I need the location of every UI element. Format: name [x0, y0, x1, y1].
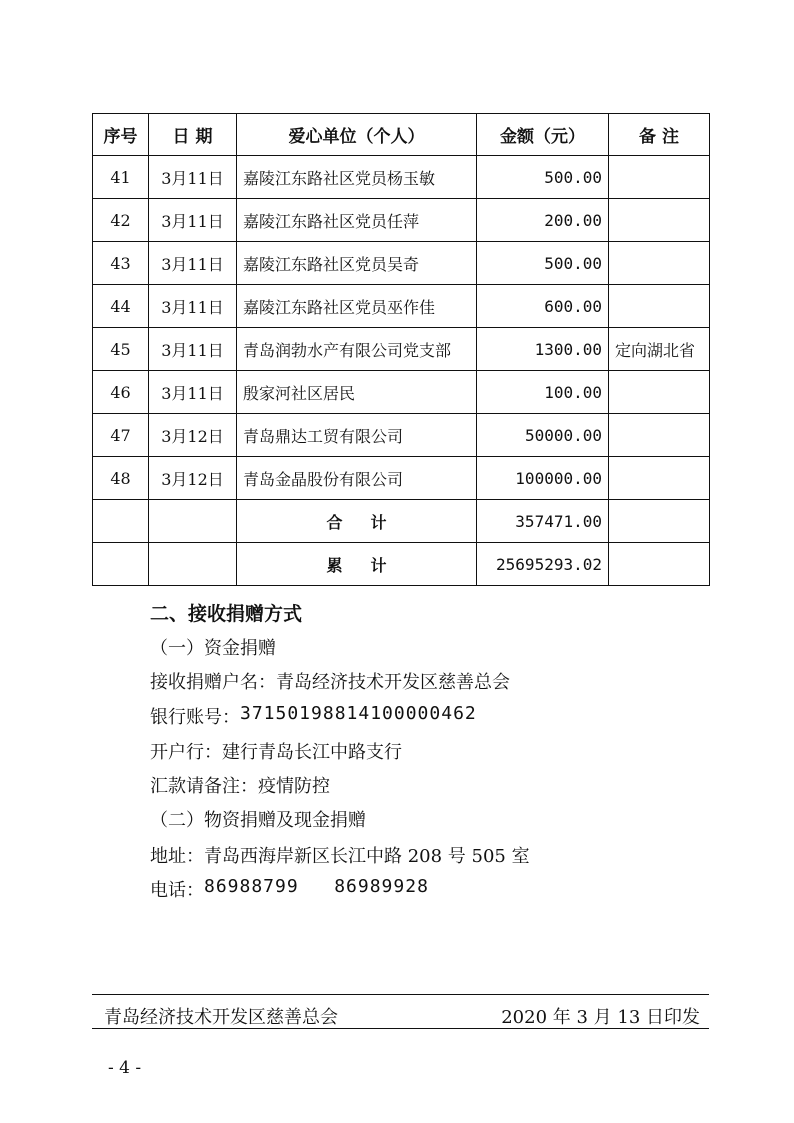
subtotal-label: 合计 — [237, 500, 477, 543]
header-no: 序号 — [93, 114, 149, 156]
row-donor: 殷家河社区居民 — [237, 371, 477, 414]
row-no: 43 — [93, 242, 149, 285]
cumulative-amount: 25695293.02 — [477, 543, 609, 586]
row-no: 47 — [93, 414, 149, 457]
row-no: 45 — [93, 328, 149, 371]
row-donor: 嘉陵江东路社区党员杨玉敏 — [237, 156, 477, 199]
subsection-goods: （二）物资捐赠及现金捐赠 — [150, 810, 366, 831]
bank-label: 开户行： — [150, 742, 222, 763]
row-amount: 200.00 — [477, 199, 609, 242]
header-note: 备 注 — [609, 114, 710, 156]
header-date: 日 期 — [149, 114, 237, 156]
footer-bottom-rule — [92, 1028, 709, 1029]
row-amount: 100000.00 — [477, 457, 609, 500]
row-date: 3月11日 — [149, 199, 237, 242]
row-note: 定向湖北省 — [609, 328, 710, 371]
footer-top-rule — [92, 994, 709, 995]
row-amount: 1300.00 — [477, 328, 609, 371]
remark-label: 汇款请备注： — [150, 776, 258, 797]
row-amount: 50000.00 — [477, 414, 609, 457]
subtotal-row — [93, 500, 710, 543]
cumulative-label: 累计 — [237, 543, 477, 586]
account-no-label: 银行账号： — [150, 707, 240, 728]
cumulative-row — [93, 543, 710, 586]
footer-issue-date: 2020 年 3 月 13 日印发 — [501, 1007, 700, 1028]
row-amount: 100.00 — [477, 371, 609, 414]
address-label: 地址： — [150, 846, 204, 867]
page-number: - 4 - — [108, 1058, 142, 1078]
phone-label: 电话： — [150, 880, 204, 901]
table-row — [93, 156, 710, 199]
bank-line — [150, 738, 402, 764]
address: 青岛西海岸新区长江中路 208 号 505 室 — [204, 846, 530, 867]
row-date: 3月11日 — [149, 285, 237, 328]
empty-cell — [609, 500, 710, 543]
row-no: 46 — [93, 371, 149, 414]
table-row — [93, 242, 710, 285]
subtotal-amount: 357471.00 — [477, 500, 609, 543]
table-header-row — [93, 114, 710, 156]
account-name: 青岛经济技术开发区慈善总会 — [276, 672, 510, 693]
donation-table — [92, 113, 710, 586]
row-donor: 青岛润勃水产有限公司党支部 — [237, 328, 477, 371]
address-line — [150, 842, 530, 868]
row-date: 3月11日 — [149, 156, 237, 199]
subsection-funds: （一）资金捐赠 — [150, 638, 276, 659]
row-date: 3月11日 — [149, 371, 237, 414]
table-row — [93, 285, 710, 328]
account-name-label: 接收捐赠户名： — [150, 672, 276, 693]
remark: 疫情防控 — [258, 776, 330, 797]
row-donor: 嘉陵江东路社区党员吴奇 — [237, 242, 477, 285]
table-row — [93, 414, 710, 457]
header-amount: 金额（元） — [477, 114, 609, 156]
bank: 建行青岛长江中路支行 — [222, 742, 402, 763]
row-note — [609, 285, 710, 328]
account-name-line — [150, 668, 510, 694]
row-note — [609, 156, 710, 199]
phone-line — [150, 876, 429, 902]
row-date: 3月12日 — [149, 457, 237, 500]
row-date: 3月11日 — [149, 328, 237, 371]
row-donor: 青岛鼎达工贸有限公司 — [237, 414, 477, 457]
row-date: 3月12日 — [149, 414, 237, 457]
header-donor: 爱心单位（个人） — [237, 114, 477, 156]
row-no: 41 — [93, 156, 149, 199]
row-donor: 嘉陵江东路社区党员巫作佳 — [237, 285, 477, 328]
row-note — [609, 242, 710, 285]
empty-cell — [149, 543, 237, 586]
table-row — [93, 371, 710, 414]
row-date: 3月11日 — [149, 242, 237, 285]
row-no: 48 — [93, 457, 149, 500]
table-row — [93, 328, 710, 371]
row-no: 44 — [93, 285, 149, 328]
table-row — [93, 457, 710, 500]
account-no: 37150198814100000462 — [240, 703, 477, 724]
row-note — [609, 457, 710, 500]
row-note — [609, 199, 710, 242]
empty-cell — [93, 500, 149, 543]
footer-issuer: 青岛经济技术开发区慈善总会 — [104, 1007, 338, 1028]
remark-line — [150, 772, 330, 798]
phone: 86988799 86989928 — [204, 876, 429, 897]
row-no: 42 — [93, 199, 149, 242]
empty-cell — [609, 543, 710, 586]
table-row — [93, 199, 710, 242]
row-donor: 青岛金晶股份有限公司 — [237, 457, 477, 500]
row-note — [609, 414, 710, 457]
row-donor: 嘉陵江东路社区党员任萍 — [237, 199, 477, 242]
row-amount: 500.00 — [477, 156, 609, 199]
section-heading: 二、接收捐赠方式 — [150, 603, 303, 625]
row-note — [609, 371, 710, 414]
empty-cell — [93, 543, 149, 586]
empty-cell — [149, 500, 237, 543]
row-amount: 500.00 — [477, 242, 609, 285]
row-amount: 600.00 — [477, 285, 609, 328]
account-no-line — [150, 703, 477, 729]
